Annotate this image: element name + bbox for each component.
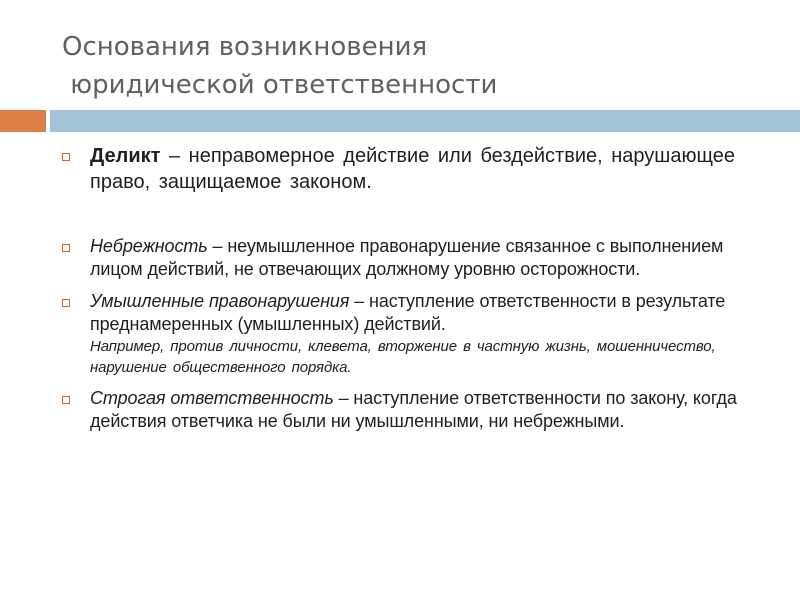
bullet-term: Строгая ответственность [90,388,334,408]
title-bar [50,110,800,132]
square-bullet-icon [62,299,70,307]
title-bar-accent [0,110,46,132]
square-bullet-icon [62,396,70,404]
bullet-text: – неправомерное действие или бездействие, нарушающее право, защищаемое законом. [90,145,735,193]
square-bullet-icon [62,153,70,161]
slide-title-line-2: юридической ответственности [62,70,498,100]
bullet-term: Деликт [90,145,161,167]
bullet-item-strict-liability [62,387,774,433]
square-bullet-icon [62,244,70,252]
bullet-list [62,143,774,433]
slide-title [62,28,497,104]
bullet-item-delict [62,143,774,195]
bullet-text: – неумышленное правонарушение связанное с выполнением лицом действий, не отвечающих должному уровню осторожности. [90,236,724,279]
bullet-text: – наступление ответственности по закону, когда действия ответчика не были ни умышленными, ни небрежными. [90,388,737,431]
bullet-example: Например, против личности, клевета, вторжение в частную жизнь, мошенничество, нарушение общественного порядка. [90,338,716,376]
slide-title-line-1: Основания возникновения [62,32,428,62]
bullet-text: – наступление ответственности в результате преднамеренных (умышленных) действий. [90,291,726,334]
bullet-item-intentional [62,290,774,378]
bullet-term: Умышленные правонарушения [90,291,350,311]
bullet-term: Небрежность [90,236,208,256]
bullet-item-negligence [62,235,774,281]
